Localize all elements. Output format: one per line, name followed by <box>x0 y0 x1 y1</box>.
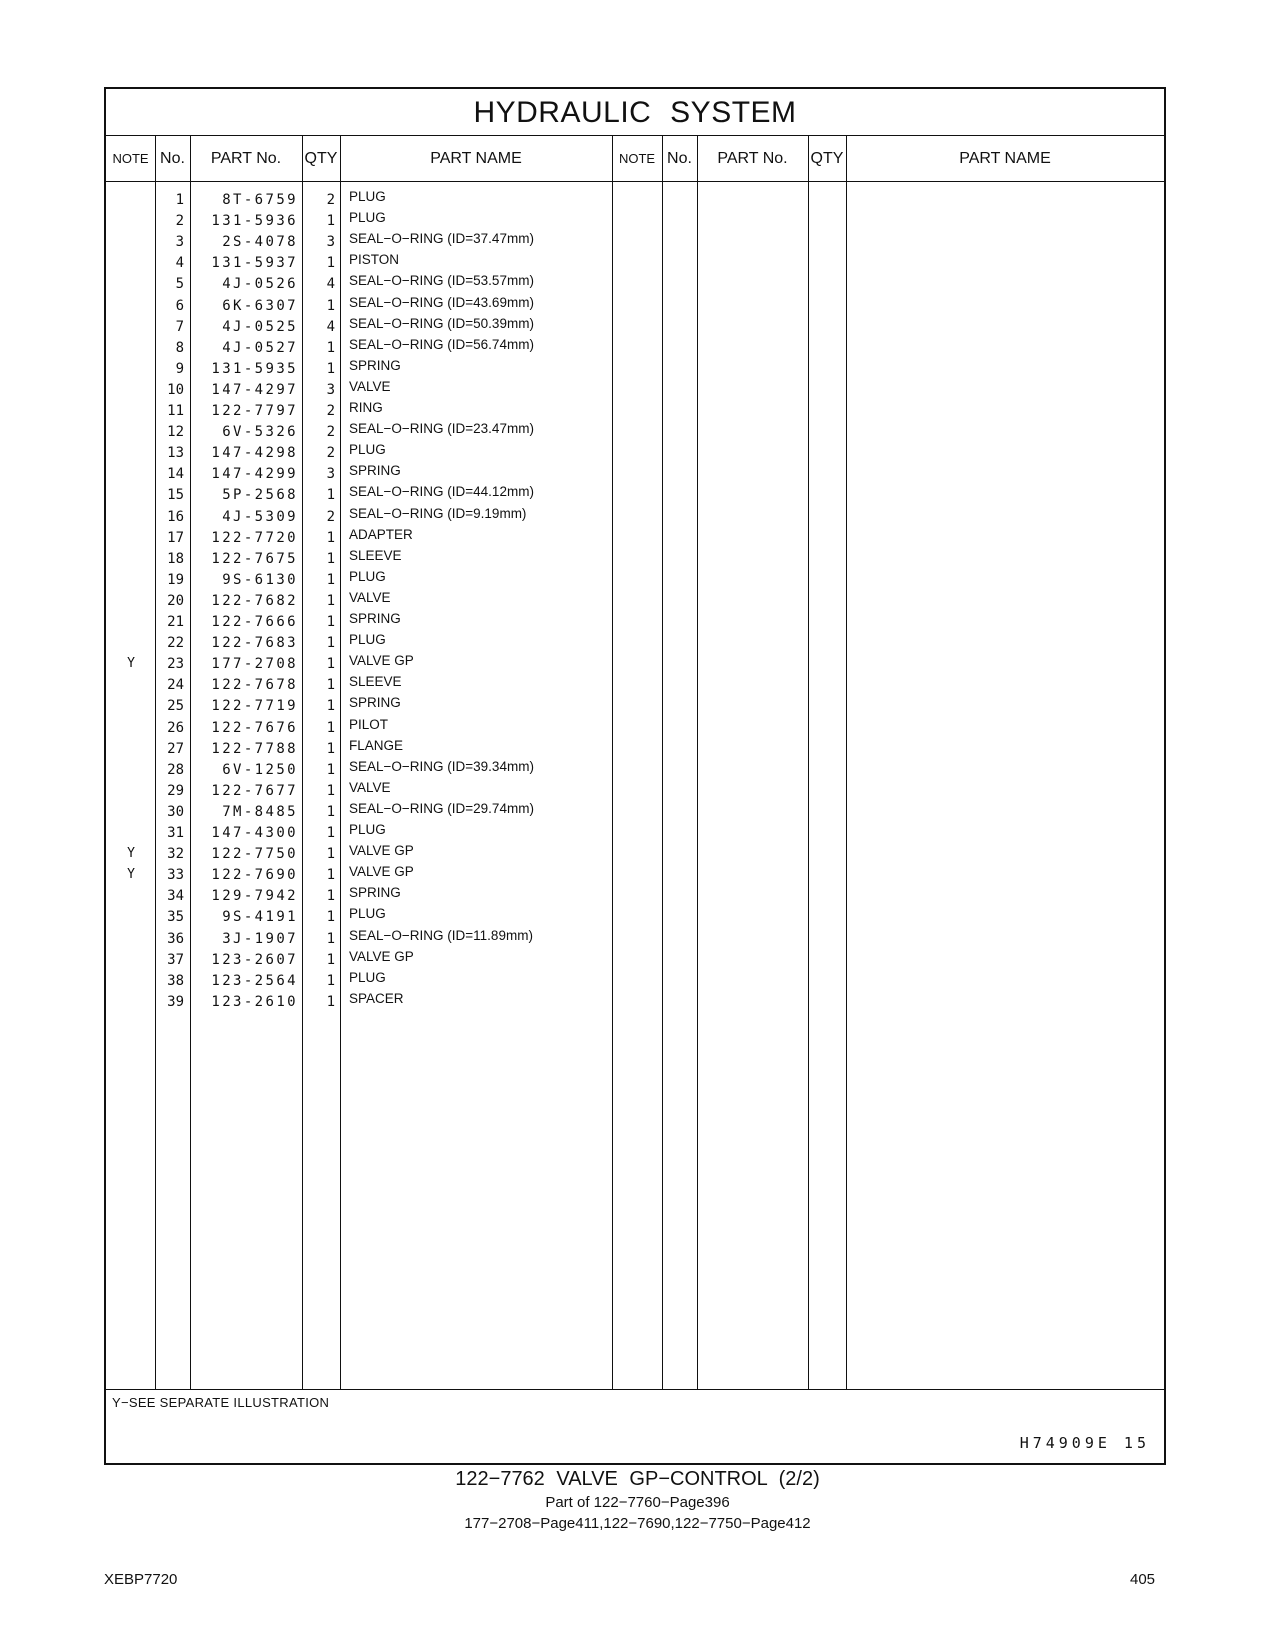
row-part-number: 4J-0527 <box>222 339 298 356</box>
header-note: NOTE <box>112 151 149 166</box>
row-part-name: PISTON <box>349 252 400 268</box>
row-part-number: 131-5935 <box>211 360 298 377</box>
row-item-number: 22 <box>167 635 184 652</box>
row-part-number: 131-5936 <box>211 213 298 230</box>
row-quantity: 1 <box>326 740 335 757</box>
row-part-name: PLUG <box>349 632 386 648</box>
row-quantity: 2 <box>326 445 335 462</box>
row-item-number: 37 <box>167 951 184 968</box>
row-quantity: 1 <box>326 909 335 926</box>
row-part-number: 6V-1250 <box>222 761 298 778</box>
row-quantity: 4 <box>326 318 335 335</box>
table-row <box>106 547 1164 573</box>
illustration-code: H74909E 15 <box>1019 1434 1150 1452</box>
row-note: Y <box>127 867 135 883</box>
table-row <box>106 885 1164 910</box>
row-quantity: 1 <box>326 677 335 694</box>
row-item-number: 1 <box>175 192 184 208</box>
row-item-number: 24 <box>167 677 184 694</box>
row-quantity: 2 <box>326 508 335 525</box>
header-qty: QTY <box>304 150 338 167</box>
row-quantity: 1 <box>326 635 335 652</box>
row-item-number: 18 <box>167 550 184 567</box>
document-id: XEBP7720 <box>104 1571 178 1588</box>
row-item-number: 36 <box>167 930 184 947</box>
row-item-number: 27 <box>167 740 184 757</box>
table-row <box>106 779 1164 805</box>
row-part-number: 5P-2568 <box>222 487 298 504</box>
row-quantity: 1 <box>326 930 335 947</box>
header-qty: QTY <box>810 150 844 167</box>
row-item-number: 15 <box>167 487 184 504</box>
table-row <box>106 758 1164 784</box>
row-quantity: 1 <box>326 972 335 989</box>
row-part-number: 123-2607 <box>211 951 298 968</box>
row-item-number: 20 <box>167 592 184 609</box>
header-part-no: PART No. <box>210 150 282 167</box>
row-item-number: 28 <box>167 761 184 778</box>
row-item-number: 4 <box>175 255 184 272</box>
row-item-number: 33 <box>167 867 184 884</box>
row-item-number: 38 <box>167 972 184 989</box>
row-quantity: 1 <box>326 339 335 356</box>
row-quantity: 4 <box>326 276 335 293</box>
row-part-name: PLUG <box>349 822 386 837</box>
row-part-number: 8T-6759 <box>222 192 298 208</box>
table-row <box>106 716 1164 742</box>
row-quantity: 1 <box>326 951 335 968</box>
table-row <box>106 378 1164 404</box>
row-part-number: 4J-5309 <box>222 508 298 525</box>
row-quantity: 1 <box>326 592 335 609</box>
row-part-number: 177-2708 <box>211 656 298 673</box>
table-row <box>106 843 1164 868</box>
table-row <box>106 864 1164 889</box>
row-part-number: 9S-4191 <box>222 909 298 926</box>
row-part-name: SEAL−O−RING (ID=43.69mm) <box>349 294 534 310</box>
table-row <box>106 294 1164 320</box>
row-item-number: 21 <box>167 614 184 630</box>
row-item-number: 8 <box>175 339 184 356</box>
row-part-name: SEAL−O−RING (ID=23.47mm) <box>349 421 534 437</box>
row-item-number: 10 <box>167 381 184 398</box>
row-item-number: 26 <box>167 719 184 736</box>
row-part-name: SEAL−O−RING (ID=11.89mm) <box>349 927 533 943</box>
row-part-name: SEAL−O−RING (ID=9.19mm) <box>349 505 527 521</box>
row-part-number: 147-4297 <box>211 381 298 398</box>
table-row <box>106 990 1164 1016</box>
table-row <box>106 315 1164 341</box>
row-part-number: 4J-0526 <box>222 276 298 293</box>
row-part-name: VALVE GP <box>349 843 414 859</box>
row-part-name: PILOT <box>349 716 389 732</box>
row-quantity: 1 <box>326 656 335 673</box>
row-part-name: PLUG <box>349 442 386 458</box>
row-part-name: SPRING <box>349 463 401 479</box>
row-item-number: 23 <box>167 656 184 673</box>
row-part-name: VALVE <box>349 378 391 394</box>
row-quantity: 1 <box>326 571 335 588</box>
row-part-name: RING <box>349 400 383 415</box>
row-quantity: 2 <box>326 424 335 441</box>
row-note: Y <box>127 656 135 672</box>
row-part-name: VALVE <box>349 589 391 605</box>
row-quantity: 1 <box>326 888 335 905</box>
table-row <box>106 252 1164 277</box>
table-row <box>106 357 1164 383</box>
row-item-number: 9 <box>175 360 184 377</box>
table-bottom-line <box>106 1389 1164 1390</box>
row-quantity: 1 <box>326 803 335 820</box>
row-part-name: FLANGE <box>349 737 404 753</box>
table-row <box>106 695 1164 720</box>
row-part-name: VALVE GP <box>349 948 414 964</box>
row-quantity: 2 <box>326 403 335 419</box>
table-row <box>106 906 1164 931</box>
row-quantity: 3 <box>326 381 335 398</box>
row-quantity: 1 <box>326 360 335 377</box>
row-part-number: 122-7690 <box>211 867 298 884</box>
row-item-number: 19 <box>167 571 184 588</box>
row-part-name: PLUG <box>349 189 386 204</box>
row-item-number: 32 <box>167 846 184 863</box>
row-quantity: 1 <box>326 846 335 863</box>
table-row <box>106 674 1164 699</box>
table-row <box>106 948 1164 974</box>
row-item-number: 5 <box>175 276 184 293</box>
table-row <box>106 737 1164 763</box>
row-item-number: 29 <box>167 782 184 799</box>
table-row <box>106 336 1164 362</box>
row-quantity: 3 <box>326 234 335 251</box>
table-row <box>106 653 1164 678</box>
table-row <box>106 505 1164 531</box>
row-part-number: 123-2610 <box>211 993 298 1010</box>
table-row <box>106 526 1164 552</box>
row-item-number: 34 <box>167 888 184 905</box>
table-row <box>106 927 1164 953</box>
row-part-name: SPACER <box>349 990 404 1006</box>
parts-table-frame <box>104 87 1166 1465</box>
table-row <box>106 969 1164 995</box>
row-part-name: VALVE GP <box>349 653 414 669</box>
row-part-number: 122-7675 <box>211 550 298 567</box>
table-row <box>106 484 1164 509</box>
row-part-name: SPRING <box>349 695 401 711</box>
table-row <box>106 589 1164 615</box>
row-part-name: SPRING <box>349 611 401 626</box>
header-no: No. <box>667 150 692 167</box>
header-part-name: PART NAME <box>430 150 522 167</box>
row-quantity: 1 <box>326 213 335 230</box>
header-no: No. <box>160 150 185 167</box>
table-row <box>106 632 1164 657</box>
row-part-number: 122-7666 <box>211 614 298 630</box>
table-row <box>106 442 1164 467</box>
row-item-number: 31 <box>167 825 184 841</box>
row-part-number: 122-7788 <box>211 740 298 757</box>
caption-title: 122−7762 VALVE GP−CONTROL (2/2) <box>455 1468 820 1490</box>
row-quantity: 1 <box>326 698 335 715</box>
row-item-number: 6 <box>175 297 184 314</box>
row-part-name: PLUG <box>349 906 386 922</box>
row-part-number: 7M-8485 <box>222 803 298 820</box>
row-item-number: 30 <box>167 803 184 820</box>
table-row <box>106 568 1164 594</box>
row-part-name: SEAL−O−RING (ID=50.39mm) <box>349 315 534 331</box>
table-row <box>106 400 1164 425</box>
row-item-number: 16 <box>167 508 184 525</box>
row-part-number: 122-7677 <box>211 782 298 799</box>
row-part-number: 131-5937 <box>211 255 298 272</box>
row-part-number: 122-7750 <box>211 846 298 863</box>
row-part-number: 9S-6130 <box>222 571 298 588</box>
row-quantity: 1 <box>326 487 335 504</box>
row-part-number: 122-7683 <box>211 635 298 652</box>
row-part-name: SLEEVE <box>349 674 402 690</box>
row-item-number: 13 <box>167 445 184 462</box>
row-item-number: 12 <box>167 424 184 441</box>
row-part-name: VALVE GP <box>349 864 414 880</box>
row-item-number: 39 <box>167 993 184 1010</box>
row-item-number: 17 <box>167 529 184 546</box>
row-item-number: 3 <box>175 234 184 251</box>
row-part-number: 122-7676 <box>211 719 298 736</box>
row-part-number: 2S-4078 <box>222 234 298 251</box>
row-part-name: SEAL−O−RING (ID=29.74mm) <box>349 800 534 816</box>
row-quantity: 1 <box>326 993 335 1010</box>
row-quantity: 1 <box>326 719 335 736</box>
row-part-name: ADAPTER <box>349 526 413 542</box>
row-quantity: 1 <box>326 867 335 884</box>
table-row <box>106 800 1164 826</box>
row-part-number: 122-7682 <box>211 592 298 609</box>
row-quantity: 1 <box>326 761 335 778</box>
row-part-number: 4J-0525 <box>222 318 298 335</box>
row-part-name: SPRING <box>349 885 401 901</box>
row-item-number: 25 <box>167 698 184 715</box>
table-row <box>106 231 1164 256</box>
row-item-number: 2 <box>175 213 184 230</box>
row-part-number: 122-7719 <box>211 698 298 715</box>
row-part-name: SLEEVE <box>349 547 402 563</box>
table-row <box>106 463 1164 488</box>
row-part-name: PLUG <box>349 969 386 985</box>
row-part-number: 122-7797 <box>211 403 298 419</box>
section-title: HYDRAULIC SYSTEM <box>106 89 1164 136</box>
row-part-name: PLUG <box>349 568 386 584</box>
row-part-name: SEAL−O−RING (ID=56.74mm) <box>349 336 534 352</box>
table-row <box>106 210 1164 235</box>
caption-parent: Part of 122−7760−Page396 <box>545 1494 730 1511</box>
row-item-number: 14 <box>167 466 184 483</box>
header-part-name: PART NAME <box>959 150 1051 167</box>
header-part-no: PART No. <box>717 150 788 167</box>
row-part-name: SEAL−O−RING (ID=53.57mm) <box>349 273 534 289</box>
page-number: 405 <box>1130 1571 1156 1588</box>
table-row <box>106 611 1164 636</box>
table-row <box>106 189 1164 214</box>
row-part-name: SEAL−O−RING (ID=44.12mm) <box>349 484 534 500</box>
row-quantity: 1 <box>326 529 335 546</box>
row-part-name: PLUG <box>349 210 386 226</box>
row-quantity: 1 <box>326 255 335 272</box>
row-note: Y <box>127 846 135 862</box>
row-item-number: 35 <box>167 909 184 926</box>
row-part-number: 123-2564 <box>211 972 298 989</box>
row-quantity: 3 <box>326 466 335 483</box>
footnote: Y−SEE SEPARATE ILLUSTRATION <box>112 1395 330 1410</box>
table-row <box>106 273 1164 298</box>
row-item-number: 11 <box>167 403 184 419</box>
row-item-number: 7 <box>175 318 184 335</box>
row-part-number: 147-4300 <box>211 825 298 841</box>
row-quantity: 1 <box>326 782 335 799</box>
table-row <box>106 822 1164 847</box>
row-part-number: 122-7678 <box>211 677 298 694</box>
row-quantity: 2 <box>326 192 335 208</box>
row-quantity: 1 <box>326 550 335 567</box>
row-quantity: 1 <box>326 297 335 314</box>
row-part-number: 6K-6307 <box>222 297 298 314</box>
row-part-number: 6V-5326 <box>222 424 298 441</box>
row-quantity: 1 <box>326 825 335 841</box>
row-part-number: 122-7720 <box>211 529 298 546</box>
row-part-number: 129-7942 <box>211 888 298 905</box>
header-note: NOTE <box>618 151 656 166</box>
row-part-name: VALVE <box>349 779 391 795</box>
row-part-number: 147-4298 <box>211 445 298 462</box>
caption-references: 177−2708−Page411,122−7690,122−7750−Page412 <box>464 1515 811 1532</box>
row-part-number: 147-4299 <box>211 466 298 483</box>
row-quantity: 1 <box>326 614 335 630</box>
row-part-name: SPRING <box>349 357 401 373</box>
row-part-name: SEAL−O−RING (ID=37.47mm) <box>349 231 534 247</box>
row-part-number: 3J-1907 <box>222 930 298 947</box>
table-row <box>106 421 1164 446</box>
row-part-name: SEAL−O−RING (ID=39.34mm) <box>349 758 534 774</box>
